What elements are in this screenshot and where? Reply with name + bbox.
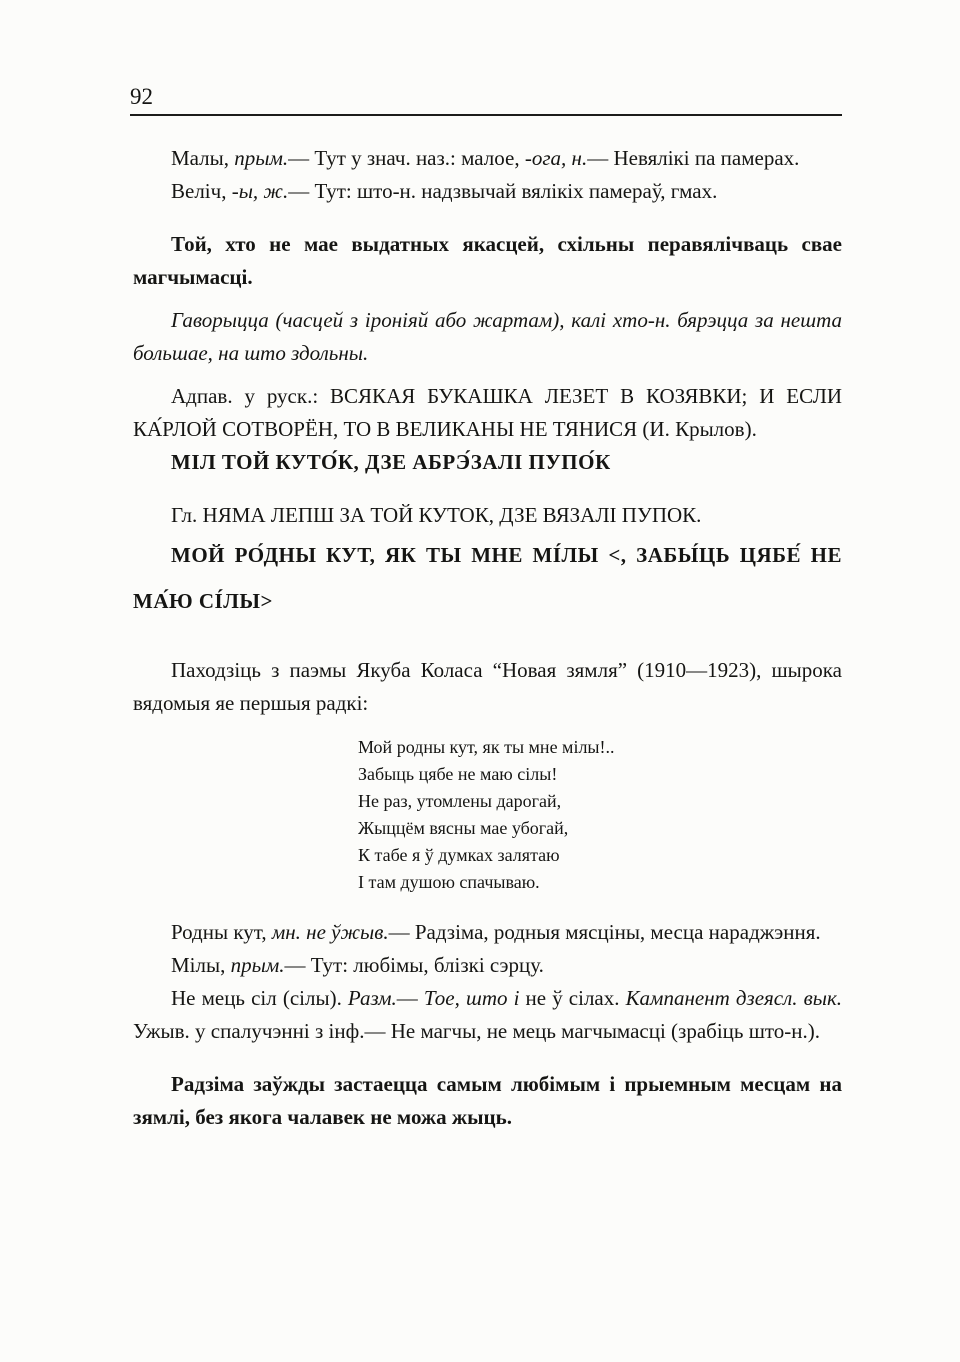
verse-line: Мой родны кут, як ты мне мілы!.. xyxy=(358,737,615,757)
text-run: Кампанент дзеясл. вык. xyxy=(625,986,843,1010)
russian-equivalent xyxy=(133,380,842,446)
entry-maly xyxy=(133,142,842,175)
page-header xyxy=(130,0,842,116)
text-run: — Невялікі па памерах. xyxy=(587,146,800,170)
text-run: Ужыв. у спалучэнні з інф.— Не магчы, не мець магчымасці (зрабіць што-н.). xyxy=(133,1019,821,1043)
text-run: Гл. НЯМА ЛЕПШ ЗА ТОЙ КУТОК, ДЗЕ ВЯЗАЛІ ПУПОК. xyxy=(171,503,702,527)
text-run: -ога, н. xyxy=(524,146,588,170)
headword-moj-rodny-kut xyxy=(133,532,842,624)
verse-line: Забыць цябе не маю сілы! xyxy=(358,764,558,784)
moral-paragraph-2 xyxy=(133,1068,842,1134)
page-body xyxy=(133,142,842,1134)
page-number: 92 xyxy=(130,84,153,109)
entry-velich xyxy=(133,175,842,208)
text-run: прым. xyxy=(230,953,285,977)
verse-line: Жыццём вясны мае убогай, xyxy=(358,818,569,838)
text-run: Веліч, xyxy=(171,179,232,203)
poem-quote xyxy=(358,734,842,896)
text-run: -ы, ж. xyxy=(231,179,289,203)
verse-line: К табе я ў думках залятаю xyxy=(358,845,560,865)
entry-rodny-kut xyxy=(133,916,842,949)
text-run: Адпав. у руск.: ВСЯКАЯ БУКАШКА ЛЕЗЕТ В КОЗЯВКИ; И ЕСЛИ КА́РЛОЙ СОТВОРЁН, ТО В ВЕЛИКАНЫ НЕ ТЯНИСЯ (И. Крылов). xyxy=(133,384,842,441)
text-run: — Тут у знач. наз.: малое, xyxy=(288,146,525,170)
text-run: Мілы, xyxy=(171,953,231,977)
text-run: Малы, xyxy=(171,146,235,170)
text-run: Паходзіць з паэмы Якуба Коласа “Новая зямля” (1910—1923), шырока вядомыя яе першыя радкі: xyxy=(133,658,842,715)
text-run: — xyxy=(396,986,424,1010)
text-run: Гаворыцца (часцей з іроніяй або жартам), калі хто-н. бярэцца за нешта большае, на што здольны. xyxy=(133,308,842,365)
cross-reference xyxy=(133,499,842,532)
text-run: — Тут: любімы, блізкі сэрцу. xyxy=(284,953,544,977)
text-run: МІЛ ТОЙ КУТО́К, ДЗЕ АБРЭ́ЗАЛІ ПУПО́К xyxy=(171,450,611,474)
text-run: Той, хто не мае выдатных якасцей, схільны перавялічваць свае магчымасці. xyxy=(133,232,842,289)
moral-paragraph-1 xyxy=(133,228,842,294)
verse-line: Не раз, утомлены дарогай, xyxy=(358,791,562,811)
text-run: Тое, што і xyxy=(423,986,520,1010)
text-run: — Радзіма, родныя мясціны, месца нараджэння. xyxy=(388,920,821,944)
text-run: Разм. xyxy=(347,986,397,1010)
text-run: Радзіма заўжды застаецца самым любімым і прыемным месцам на зямлі, без якога чалавек не можа жыць. xyxy=(133,1072,842,1129)
text-run: МОЙ РО́ДНЫ КУТ, ЯК ТЫ МНЕ МІ́ЛЫ <, ЗАБЫ́ЦЬ ЦЯБЕ́ НЕ МА́Ю СІ́ЛЫ> xyxy=(133,543,842,613)
text-run: прым. xyxy=(234,146,289,170)
entry-ne-mec-sil xyxy=(133,982,842,1048)
text-run: Не мець сіл (сілы). xyxy=(171,986,348,1010)
usage-note xyxy=(133,304,842,370)
text-run: мн. не ўжыв. xyxy=(271,920,389,944)
text-run: — Тут: што-н. надзвычай вялікіх памераў, гмах. xyxy=(288,179,718,203)
text-run: не ў сілах. xyxy=(519,986,626,1010)
text-run: Родны кут, xyxy=(171,920,272,944)
verse-line: І там душою спачываю. xyxy=(358,872,540,892)
origin-note xyxy=(133,654,842,720)
entry-mily xyxy=(133,949,842,982)
headword-mil-toj-kutok xyxy=(133,446,842,479)
